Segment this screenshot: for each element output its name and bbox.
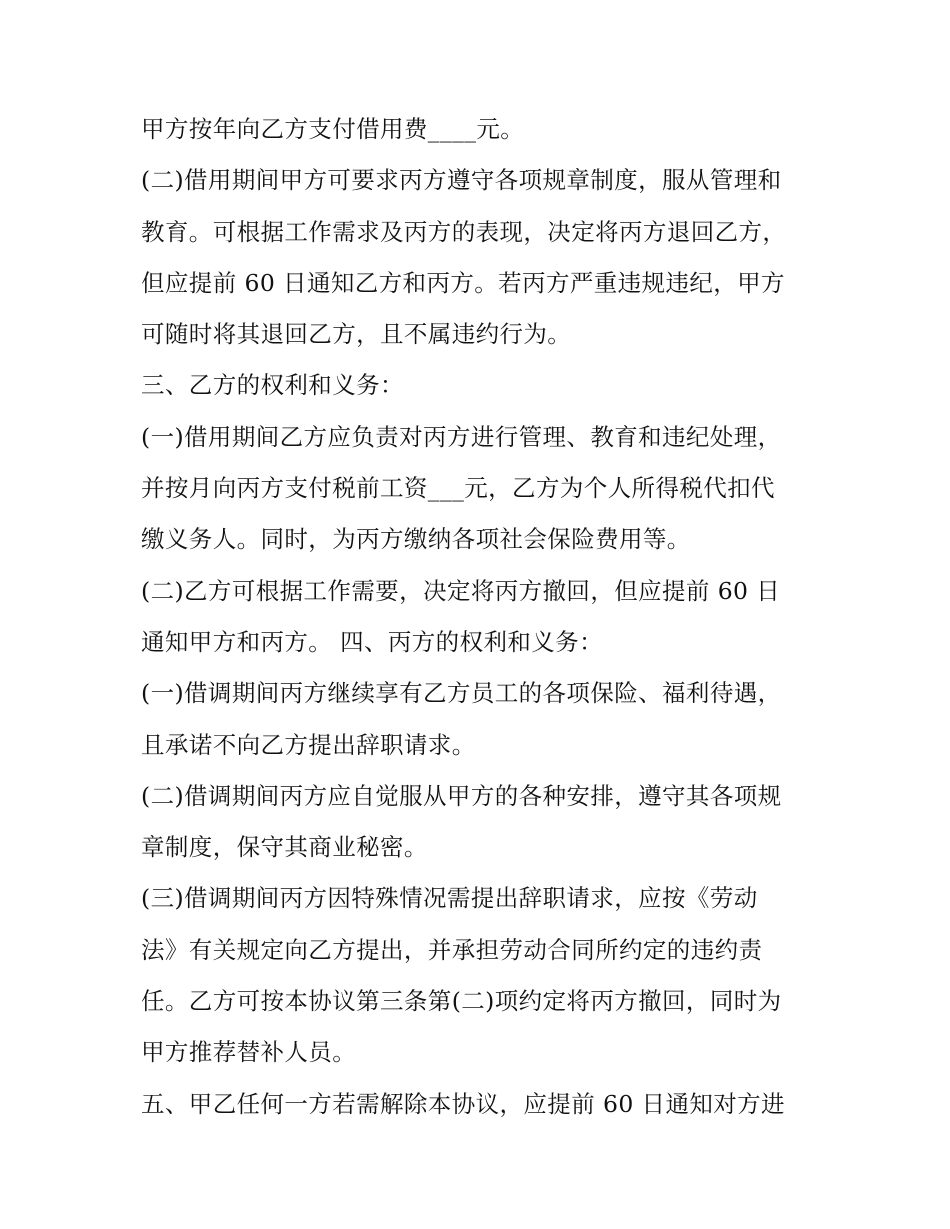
text-line: 缴义务人。同时，为丙方缴纳各项社会保险费用等。 (141, 525, 691, 554)
text-line: (一)借用期间乙方应负责对丙方进行管理、教育和违纪处理， (141, 422, 782, 451)
text-line: (二)乙方可根据工作需要，决定将丙方撤回，但应提前 60 日 (141, 576, 781, 605)
text-line: 甲方推荐替补人员。 (141, 1038, 357, 1067)
text-line: (二)借用期间甲方可要求丙方遵守各项规章制度，服从管理和 (141, 166, 782, 195)
text-line: 法》有关规定向乙方提出，并承担劳动合同所约定的违约责 (141, 935, 763, 964)
text-line: 任。乙方可按本协议第三条第(二)项约定将丙方撤回，同时为 (141, 987, 782, 1016)
text-line: 章制度，保守其商业秘密。 (141, 833, 428, 862)
text-line: (三)借调期间丙方因特殊情况需提出辞职请求，应按《劳动 (141, 884, 758, 913)
text-line: (二)借调期间丙方应自觉服从甲方的各种安排，遵守其各项规 (141, 781, 782, 810)
text-line: 通知甲方和丙方。 四、丙方的权利和义务： (141, 627, 603, 656)
text-line: 可随时将其退回乙方，且不属违约行为。 (141, 320, 572, 349)
text-line: 且承诺不向乙方提出辞职请求。 (141, 730, 476, 759)
text-line: (一)借调期间丙方继续享有乙方员工的各项保险、福利待遇， (141, 679, 782, 708)
section-heading-5: 五、甲乙任何一方若需解除本协议，应提前 60 日通知对方进 (141, 1089, 785, 1118)
text-line: 但应提前 60 日通知乙方和丙方。若丙方严重违规违纪，甲方 (141, 268, 785, 297)
section-heading-3: 三、乙方的权利和义务： (141, 371, 404, 400)
text-line: 教育。可根据工作需求及丙方的表现，决定将丙方退回乙方， (141, 217, 787, 246)
document-body (141, 104, 821, 1130)
text-line: 并按月向丙方支付税前工资___元，乙方为个人所得税代扣代 (141, 474, 775, 503)
text-line: 甲方按年向乙方支付借用费____元。 (141, 115, 525, 143)
